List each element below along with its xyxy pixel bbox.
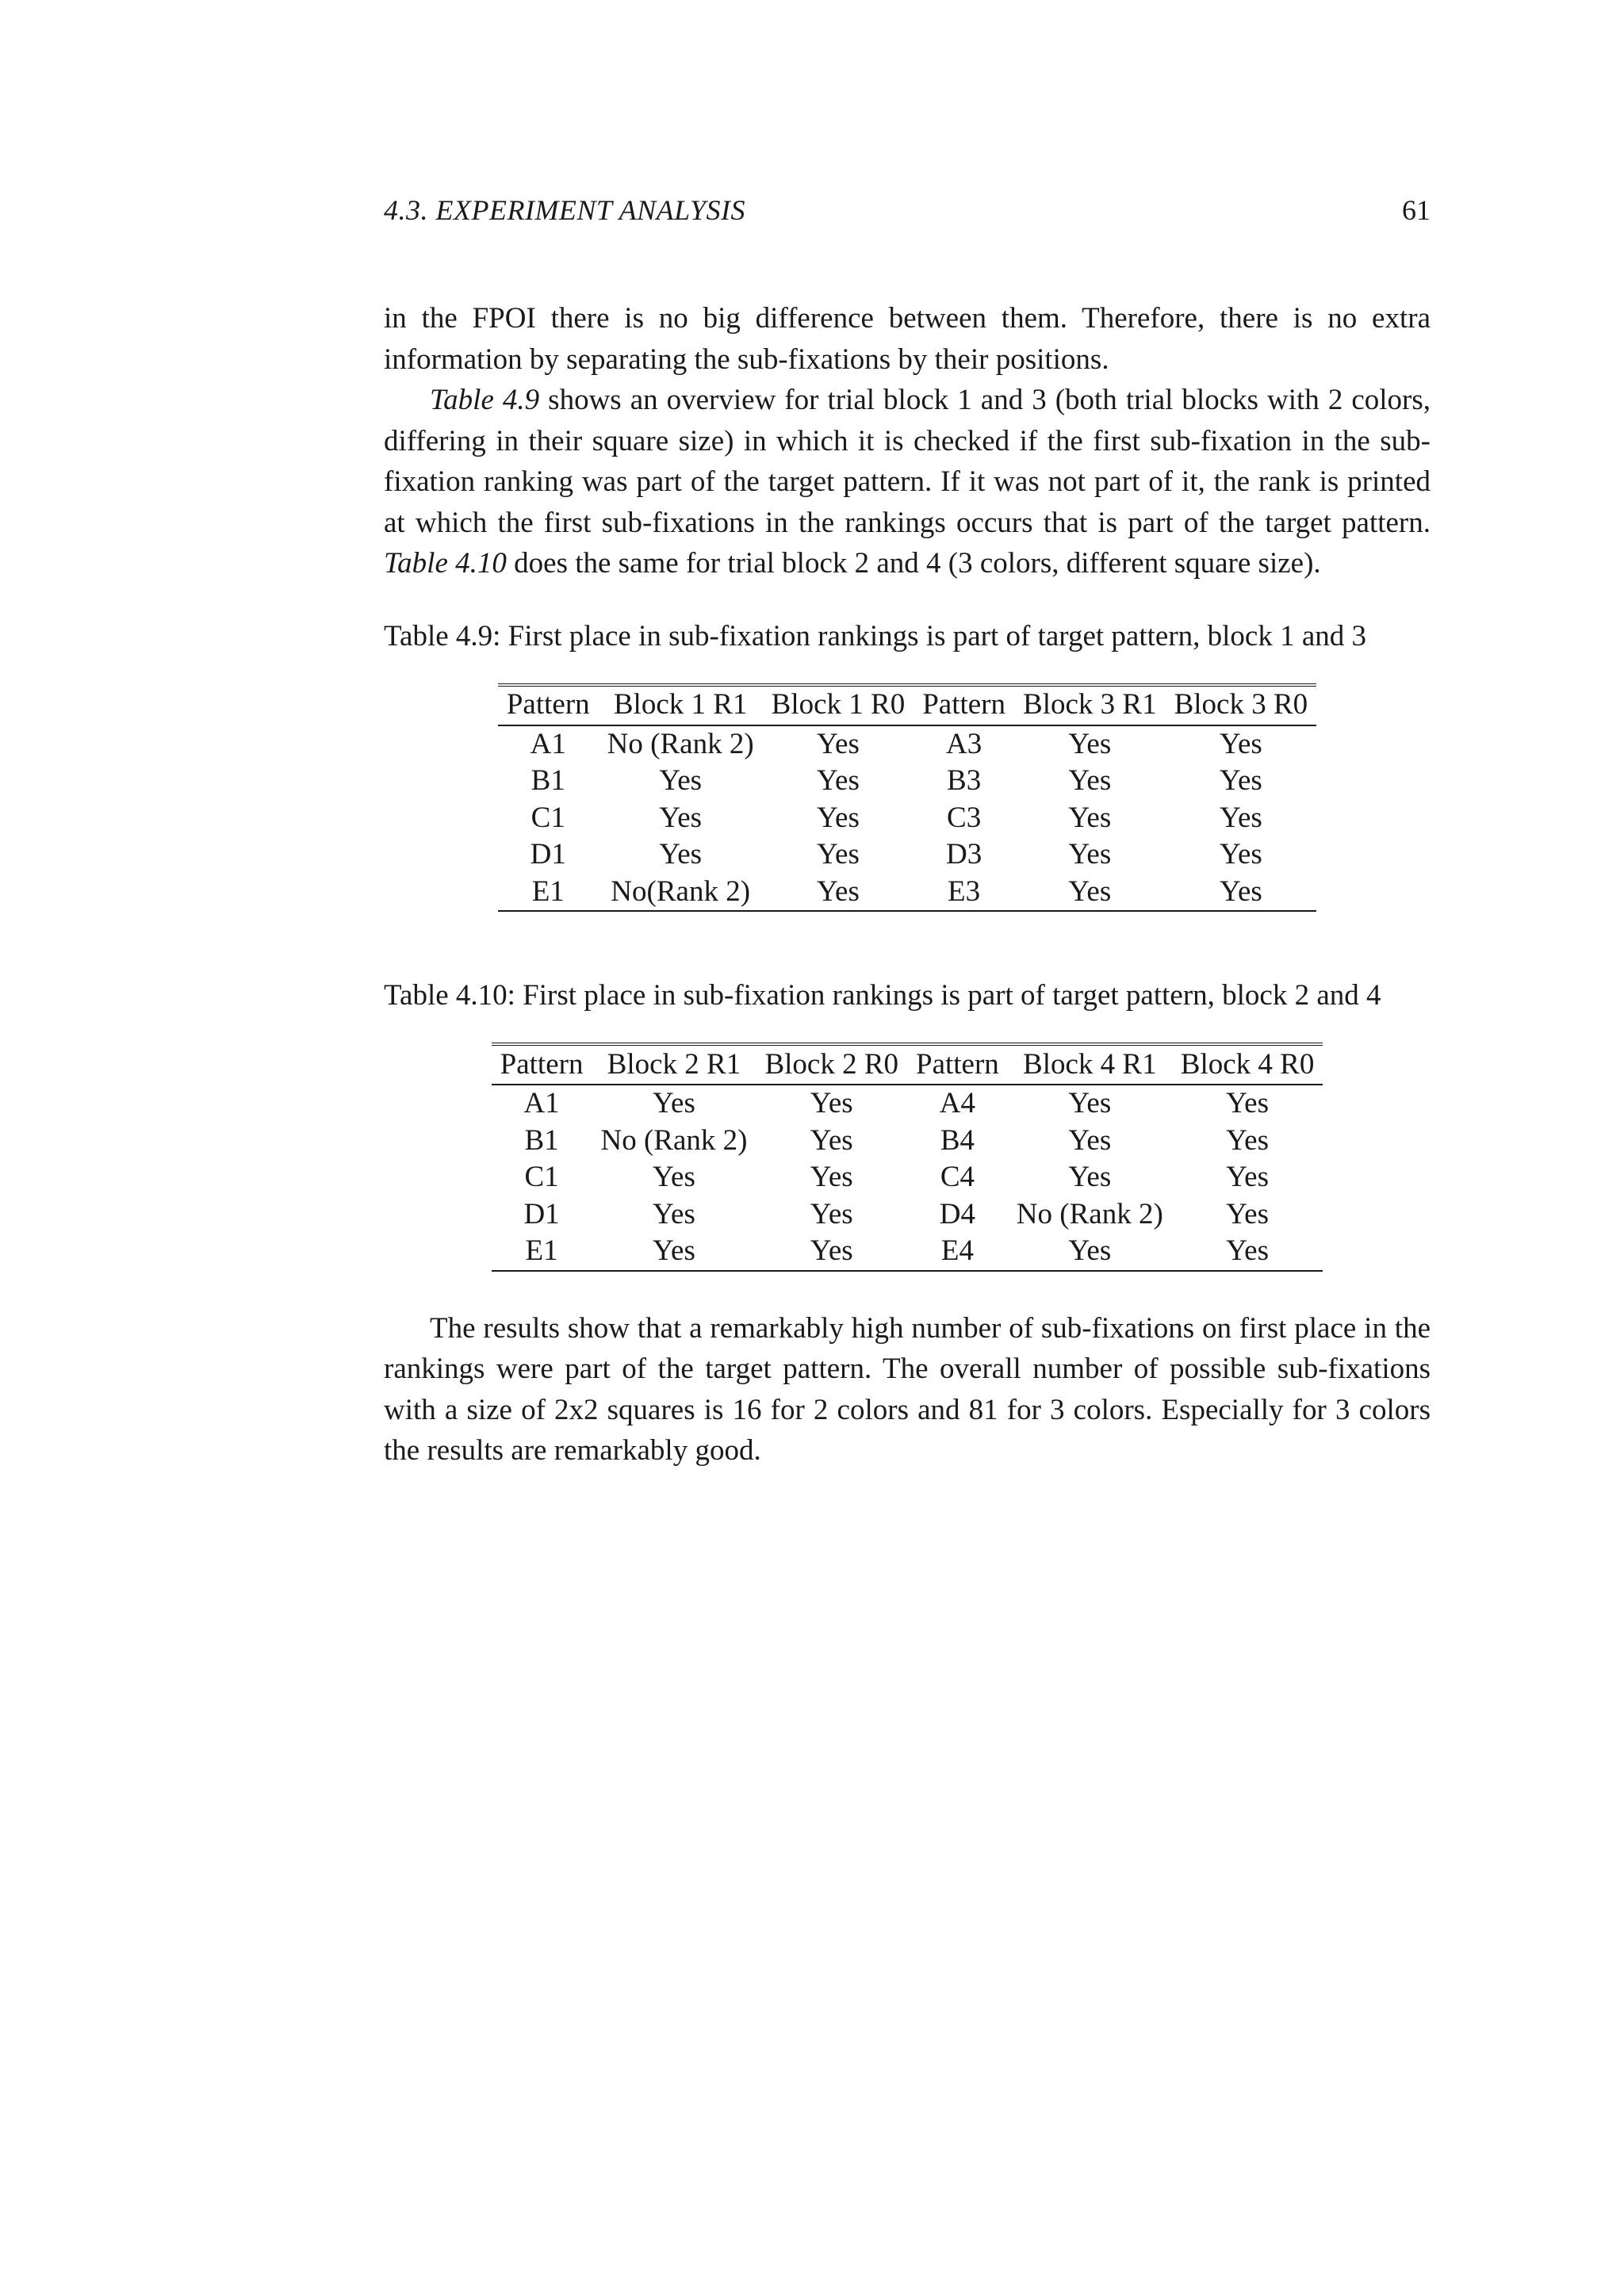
table-cell: E1 <box>525 1234 558 1267</box>
page <box>384 190 1431 1471</box>
table-cell: Yes <box>659 801 703 834</box>
column-header: Block 3 R1 <box>1014 685 1166 725</box>
table-cell: E4 <box>940 1234 974 1267</box>
table-cell: C3 <box>947 801 982 834</box>
column-header: Block 4 R0 <box>1172 1044 1323 1085</box>
table-cell: Yes <box>817 727 860 760</box>
table-cell: B3 <box>947 764 982 797</box>
table-header-row <box>492 1044 1323 1085</box>
table-row <box>492 1085 1323 1123</box>
column-header: Block 1 R1 <box>599 685 763 725</box>
table-cell: B1 <box>530 764 565 797</box>
table-cell: Yes <box>653 1234 695 1267</box>
table-cell: Yes <box>1068 1161 1112 1193</box>
table-cell: Yes <box>810 1161 853 1193</box>
table-row <box>498 763 1316 800</box>
table-cell: Yes <box>1219 838 1262 871</box>
table-4-9-caption: Table 4.9: First place in sub-fixation rankings is part of target pattern, block 1 and 3 <box>384 619 1367 652</box>
column-header: Block 3 R0 <box>1166 685 1317 725</box>
table-cell: Yes <box>1226 1197 1269 1230</box>
table-cell: Yes <box>817 838 860 871</box>
table-cell: Yes <box>810 1123 853 1157</box>
table-cell: Yes <box>810 1197 853 1230</box>
table-cell: D1 <box>523 1197 560 1230</box>
column-header: Pattern <box>492 1044 592 1085</box>
column-header: Pattern <box>498 685 599 725</box>
table-4-10 <box>492 1043 1323 1272</box>
table-cell: Yes <box>1226 1087 1269 1119</box>
table-cell: Yes <box>659 838 703 871</box>
paragraph-2-text-b: does the same for trial block 2 and 4 (3 colors, different square size). <box>506 547 1321 580</box>
column-header: Block 2 R1 <box>592 1044 756 1085</box>
table-cell: Yes <box>1068 838 1112 871</box>
table-cell: Yes <box>1068 1087 1112 1119</box>
table-cell: C4 <box>940 1161 975 1193</box>
table-ref-4-9[interactable]: Table 4.9 <box>430 384 540 416</box>
table-cell: B1 <box>524 1123 559 1157</box>
paragraph-1: in the FPOI there is no big difference between them. Therefore, there is no extra information by separating the sub-fixations by their positions. <box>384 302 1431 376</box>
table-cell: No (Rank 2) <box>600 1123 748 1157</box>
column-header: Pattern <box>907 1044 1008 1085</box>
table-cell: Yes <box>1226 1161 1269 1193</box>
table-row <box>492 1196 1323 1234</box>
table-ref-4-10[interactable]: Table 4.10 <box>384 547 507 580</box>
table-cell: Yes <box>1068 727 1112 760</box>
table-cell: C1 <box>530 801 565 834</box>
table-cell: No(Rank 2) <box>611 874 751 908</box>
section-title: 4.3. EXPERIMENT ANALYSIS <box>384 194 745 226</box>
table-4-9 <box>498 683 1316 913</box>
table-header-row <box>498 685 1316 725</box>
paragraph-2 <box>384 380 1431 584</box>
table-cell: Yes <box>817 874 860 908</box>
running-header <box>384 190 1431 230</box>
table-cell: Yes <box>653 1197 695 1230</box>
table-cell: No (Rank 2) <box>607 727 754 760</box>
table-cell: B4 <box>940 1123 975 1157</box>
table-row <box>492 1123 1323 1160</box>
table-row <box>492 1159 1323 1196</box>
table-cell: E1 <box>531 874 565 908</box>
table-cell: Yes <box>1068 801 1112 834</box>
table-4-10-caption: Table 4.10: First place in sub-fixation rankings is part of target pattern, block 2 and 4 <box>384 979 1381 1012</box>
page-number: 61 <box>1402 194 1431 226</box>
table-cell: Yes <box>817 801 860 834</box>
table-cell: Yes <box>1219 801 1262 834</box>
table-cell: Yes <box>1226 1234 1269 1267</box>
table-cell: D4 <box>939 1197 976 1230</box>
column-header: Block 1 R0 <box>763 685 914 725</box>
table-cell: Yes <box>659 764 703 797</box>
table-cell: Yes <box>1068 1123 1112 1157</box>
paragraph-3: The results show that a remarkably high number of sub-fixations on first place in the rankings were part of the target pattern. The overall number of possible sub-fixations with a size of 2x2 squares is 16 for 2 colors and 81 for 3 colors. Especially for 3 colors the results are remarkably good. <box>384 1311 1431 1467</box>
table-cell: Yes <box>1068 874 1112 908</box>
table-cell: C1 <box>524 1161 559 1193</box>
table-row <box>498 874 1316 912</box>
table-row <box>498 836 1316 874</box>
table-cell: Yes <box>810 1234 853 1267</box>
table-cell: Yes <box>653 1161 695 1193</box>
table-cell: Yes <box>1219 874 1262 908</box>
column-header: Block 2 R0 <box>756 1044 907 1085</box>
table-cell: Yes <box>1068 1234 1112 1267</box>
table-cell: A1 <box>523 1087 560 1119</box>
table-cell: Yes <box>1219 727 1262 760</box>
paragraph-2-text-a: shows an overview for trial block 1 and 3 (both trial blocks with 2 colors, differing in their square size) in which it is checked if the first sub-fixation in the sub-fixation ranking was part of the target pattern. If it was not part of it, the rank is printed at which the first sub-fixations in the rankings occurs that is part of the target pattern. <box>384 384 1431 539</box>
column-header: Block 4 R1 <box>1008 1044 1172 1085</box>
table-cell: A3 <box>945 727 982 760</box>
column-header: Pattern <box>914 685 1014 725</box>
table-cell: D3 <box>945 838 982 871</box>
table-cell: A1 <box>530 727 566 760</box>
table-cell: Yes <box>1226 1123 1269 1157</box>
table-row <box>492 1233 1323 1271</box>
table-cell: E3 <box>948 874 981 908</box>
table-cell: No (Rank 2) <box>1016 1197 1163 1230</box>
table-row <box>498 800 1316 837</box>
table-cell: A4 <box>939 1087 976 1119</box>
table-cell: Yes <box>1219 764 1262 797</box>
table-cell: D1 <box>530 838 566 871</box>
table-cell: Yes <box>817 764 860 797</box>
table-row <box>498 725 1316 763</box>
table-cell: Yes <box>1068 764 1112 797</box>
table-cell: Yes <box>653 1087 695 1119</box>
table-cell: Yes <box>810 1087 853 1119</box>
